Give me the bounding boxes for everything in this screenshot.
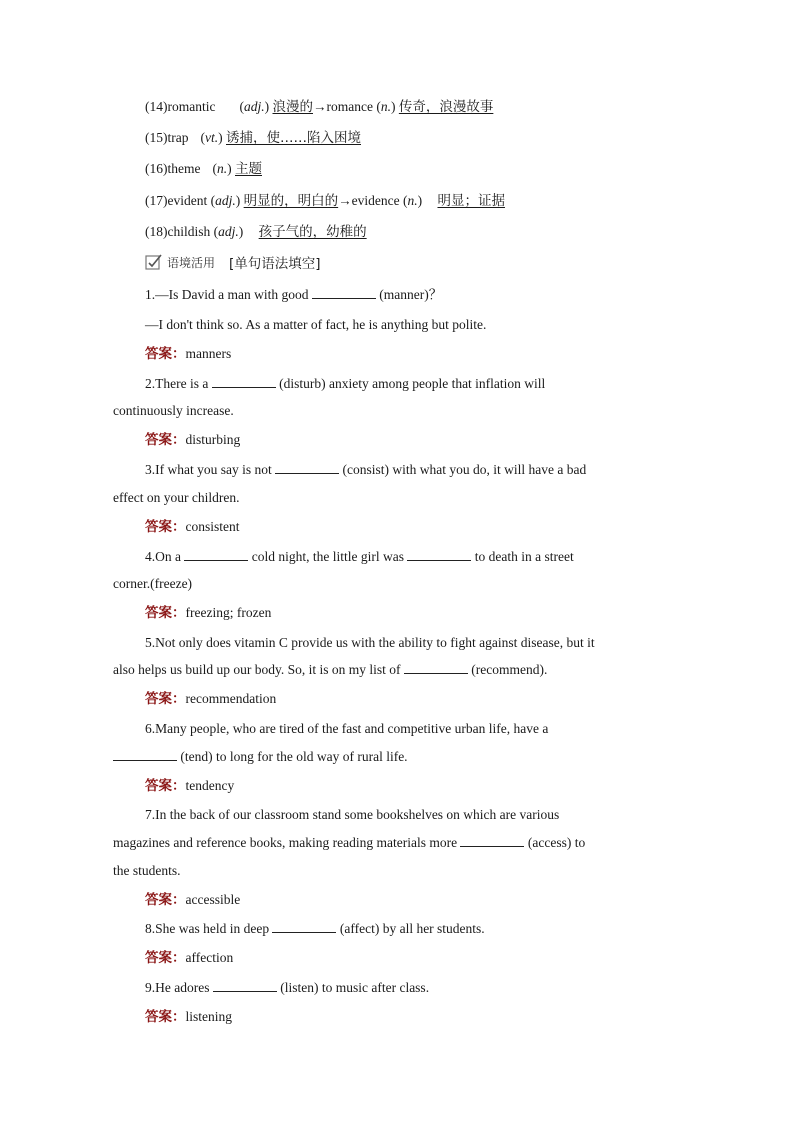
vocab-derived-pos: n. (407, 193, 418, 208)
vocab-derived: romance (326, 99, 373, 114)
vocab-meaning: 孩子气的，幼稚的 (258, 224, 367, 240)
answer-blank (312, 286, 376, 299)
question-5: 5.Not only does vitamin C provide us with the ability to fight against disease, but it (145, 635, 595, 650)
question-text: (recommend). (467, 662, 548, 677)
answer-6 (145, 777, 234, 795)
question-6: 6.Many people, who are tired of the fast and competitive urban life, have a (145, 721, 549, 736)
vocab-item-16: (16)theme (n.) 主题 (145, 161, 262, 177)
question-text: 8.She was held in deep (145, 921, 273, 936)
question-6-line-2 (113, 748, 408, 766)
answer-3 (145, 518, 240, 536)
answer-5 (145, 690, 276, 708)
answer-text: accessible (185, 892, 241, 907)
vocab-meaning: 主题 (235, 161, 262, 177)
answer-text: freezing; frozen (185, 605, 272, 620)
question-text: 1.—Is David a man with good (145, 287, 312, 302)
question-text: also helps us build up our body. So, it is on my list of (113, 662, 404, 677)
answer-1 (145, 345, 231, 363)
vocab-word: evident (167, 193, 208, 208)
answer-blank (184, 548, 248, 561)
answer-8 (145, 949, 233, 967)
answer-label: 答案： (145, 432, 186, 448)
question-text: (consist) with what you do, it will have a bad (339, 462, 587, 477)
question-text: (listen) to music after class. (276, 980, 430, 995)
vocab-pos: n. (217, 161, 228, 176)
answer-text: consistent (185, 519, 240, 534)
vocab-word: romantic (167, 99, 216, 114)
vocab-pos: vt. (205, 130, 219, 145)
vocab-derived-pos: n. (380, 99, 391, 114)
question-7-line-3: the students. (113, 863, 181, 878)
answer-blank (113, 748, 177, 761)
vocab-meaning: 浪漫的 (272, 99, 313, 115)
question-2-line-2: continuously increase. (113, 403, 234, 418)
section-label: 语境活用 (167, 255, 216, 270)
answer-text: affection (185, 950, 234, 965)
question-text: 9.He adores (145, 980, 213, 995)
answer-label: 答案： (145, 950, 186, 966)
vocab-meaning: 明显的，明白的 (243, 193, 339, 209)
vocab-number: (18) (145, 224, 168, 239)
answer-label: 答案： (145, 691, 186, 707)
vocab-word: childish (167, 224, 211, 239)
question-8 (145, 920, 485, 938)
answer-9 (145, 1008, 232, 1026)
answer-text: recommendation (185, 691, 277, 706)
question-7: 7.In the back of our classroom stand some bookshelves on which are various (145, 807, 560, 822)
question-3 (145, 461, 586, 479)
answer-4 (145, 604, 271, 622)
answer-label: 答案： (145, 519, 186, 535)
question-text: (tend) to long for the old way of rural life. (177, 749, 408, 764)
question-2 (145, 375, 545, 393)
question-text: (access) to (524, 835, 586, 850)
answer-blank (404, 661, 468, 674)
answer-blank (272, 920, 336, 933)
answer-blank (407, 548, 471, 561)
question-text: 3.If what you say is not (145, 462, 276, 477)
answer-label: 答案： (145, 892, 186, 908)
vocab-item-15: (15)trap (vt.) 诱捕，使……陷入困境 (145, 130, 361, 146)
vocab-derived-meaning: 传奇，浪漫故事 (398, 99, 494, 115)
vocab-pos: adj. (243, 99, 265, 114)
pen-check-icon (145, 253, 163, 271)
vocab-pos: adj. (218, 224, 239, 239)
vocab-pos: adj. (215, 193, 236, 208)
question-text: cold night, the little girl was (248, 549, 408, 564)
question-text: 2.There is a (145, 376, 212, 391)
vocab-number: (16) (145, 161, 168, 176)
question-9 (145, 979, 429, 997)
question-text: (affect) by all her students. (336, 921, 485, 936)
question-text: (disturb) anxiety among people that inflation will (275, 376, 546, 391)
question-1 (145, 286, 442, 304)
answer-7 (145, 891, 240, 909)
vocab-word: theme (167, 161, 201, 176)
answer-label: 答案： (145, 605, 186, 621)
answer-2 (145, 431, 240, 449)
answer-blank (460, 834, 524, 847)
question-text: 4.On a (145, 549, 185, 564)
question-1-line-2: —I don't think so. As a matter of fact, he is anything but polite. (145, 317, 487, 332)
question-4 (145, 548, 574, 566)
arrow-icon: → (338, 193, 352, 208)
answer-text: tendency (185, 778, 235, 793)
answer-label: 答案： (145, 778, 186, 794)
section-title: [单句语法填空] (229, 256, 321, 272)
question-text: to death in a street (471, 549, 574, 564)
section-header (145, 252, 321, 272)
answer-label: 答案： (145, 346, 186, 362)
vocab-derived: evidence (351, 193, 400, 208)
arrow-icon: → (313, 99, 327, 114)
question-5-line-2 (113, 661, 547, 679)
vocab-item-17: (17)evident (adj.) 明显的，明白的→evidence (n.) 明显；证据 (145, 193, 505, 209)
question-text: (manner)？ (375, 287, 443, 302)
vocab-number: (15) (145, 130, 168, 145)
answer-label: 答案： (145, 1009, 186, 1025)
answer-text: listening (185, 1009, 232, 1024)
question-4-line-2: corner.(freeze) (113, 576, 193, 591)
answer-blank (275, 461, 339, 474)
vocab-item-14: (14)romantic (adj.) 浪漫的→romance (n.) 传奇，浪漫故事 (145, 99, 494, 115)
question-3-line-2: effect on your children. (113, 490, 240, 505)
question-7-line-2 (113, 834, 585, 852)
vocab-meaning: 诱捕，使……陷入困境 (226, 130, 361, 146)
answer-blank (212, 375, 276, 388)
vocab-number: (14) (145, 99, 168, 114)
answer-text: disturbing (185, 432, 241, 447)
vocab-number: (17) (145, 193, 168, 208)
answer-blank (213, 979, 277, 992)
vocab-derived-meaning: 明显；证据 (437, 193, 505, 209)
vocab-item-18: (18)childish (adj.) 孩子气的，幼稚的 (145, 224, 367, 240)
answer-text: manners (185, 346, 232, 361)
question-text: magazines and reference books, making reading materials more (113, 835, 461, 850)
vocab-word: trap (167, 130, 189, 145)
